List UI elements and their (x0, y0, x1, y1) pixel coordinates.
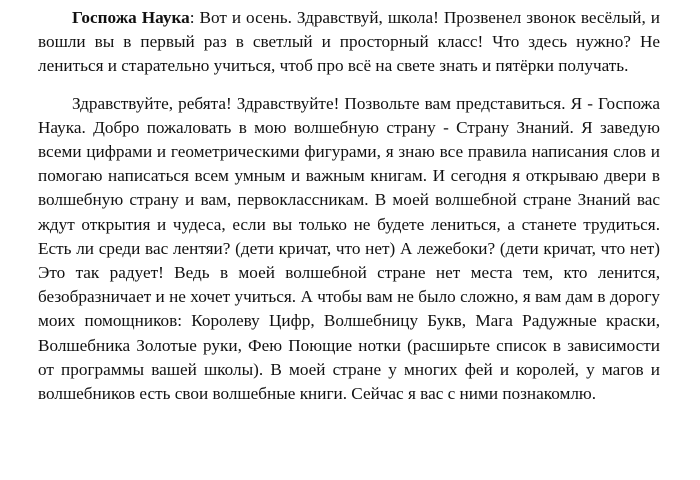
paragraph-intro-text: : Вот и осень. Здравствуй, школа! Прозвенел звонок весёлый, и вошли вы в первый раз в светлый и просторный класс! Что здесь нужно? Не лениться и старательно учиться, чтоб про всё на свете знать и пятёрки получать. (38, 8, 660, 76)
speaker-name: Госпожа Наука (72, 8, 190, 27)
document-page (38, 6, 660, 406)
paragraph-intro (38, 6, 660, 79)
paragraph-speech (38, 92, 660, 407)
paragraph-speech-text: Здравствуйте, ребята! Здравствуйте! Позвольте вам представиться. Я - Госпожа Наука. Добро пожаловать в мою волшебную страну - Страну Знаний. Я заведую всеми цифрами и геометрическими фигурами, я знаю все правила написания слов и помогаю написаться всем умным и важным книгам. И сегодня я открываю двери в волшебную страну и вам, первоклассникам. В моей волшебной стране Знаний вас ждут открытия и чудеса, если вы только не будете лениться, а станете трудиться. Есть ли среди вас лентяи? (дети кричат, что нет) А лежебоки? (дети кричат, что нет) Это так радует! Ведь в моей волшебной стране нет места тем, кто ленится, безобразничает и не хочет учиться. А чтобы вам не было сложно, я вам дам в дорогу моих помощников: Королеву Цифр, Волшебницу Букв, Мага Радужные краски, Волшебника Золотые руки, Фею Поющие нотки (расширьте список в зависимости от программы вашей школы). В моей стране у многих фей и королей, у магов и волшебников есть свои волшебные книги. Сейчас я вас с ними познакомлю. (38, 93, 660, 404)
